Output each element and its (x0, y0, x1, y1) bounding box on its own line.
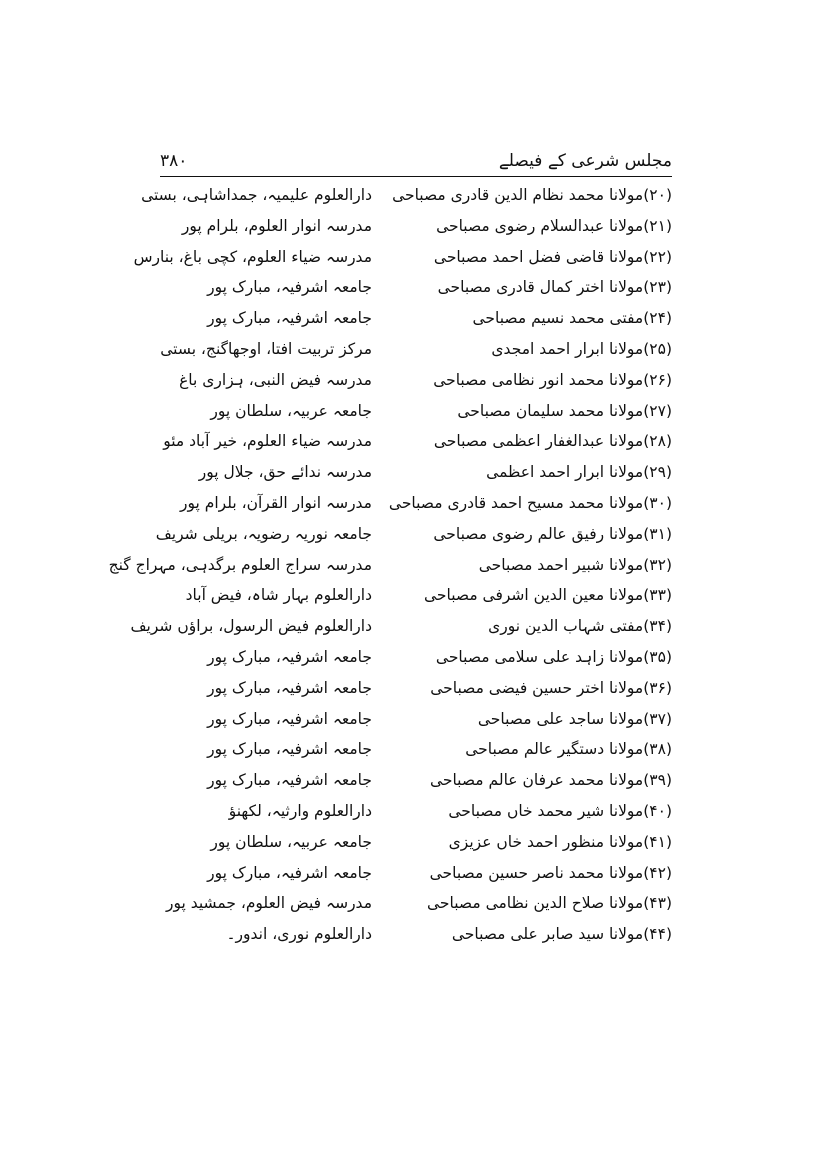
list-item (160, 765, 672, 796)
header-rule (160, 176, 672, 177)
scholar-name: (۳۹)مولانا محمد عرفان عالم مصباحی (429, 771, 672, 790)
list-item (160, 858, 672, 889)
scholar-name: (۲۹)مولانا ابرار احمد اعظمی (486, 463, 672, 482)
institution-name: جامعہ اشرفیہ، مبارک پور (207, 740, 372, 759)
scholar-name: (۳۸)مولانا دستگیر عالم مصباحی (465, 740, 672, 759)
institution-name: جامعہ اشرفیہ، مبارک پور (207, 678, 372, 697)
scholar-name: (۲۵)مولانا ابرار احمد امجدی (491, 339, 672, 358)
institution-name: مدرسہ ندائے حق، جلال پور (198, 463, 372, 482)
scholar-name: (۳۲)مولانا شبیر احمد مصباحی (478, 555, 672, 574)
scholar-name: (۴۴)مولانا سید صابر علی مصباحی (451, 925, 672, 944)
scholar-name: (۳۵)مولانا زاہد علی سلامی مصباحی (435, 647, 672, 666)
list-item (160, 580, 672, 611)
institution-name: جامعہ اشرفیہ، مبارک پور (207, 647, 372, 666)
institution-name: مدرسہ فیض العلوم، جمشید پور (165, 894, 372, 913)
list-item (160, 272, 672, 303)
institution-name: جامعہ اشرفیہ، مبارک پور (207, 278, 372, 297)
list-item (160, 488, 672, 519)
list-item (160, 888, 672, 919)
list-item (160, 827, 672, 858)
scholar-name: (۲۴)مفتی محمد نسیم مصباحی (472, 309, 672, 328)
list-item (160, 426, 672, 457)
institution-name: جامعہ عربیہ، سلطان پور (210, 401, 372, 420)
scholar-name: (۲۳)مولانا اختر کمال قادری مصباحی (437, 278, 672, 297)
page-header (160, 150, 672, 176)
scholar-name: (۲۷)مولانا محمد سلیمان مصباحی (457, 401, 672, 420)
list-item (108, 550, 672, 581)
scholar-name: (۳۶)مولانا اختر حسین فیضی مصباحی (430, 678, 672, 697)
list-item (160, 796, 672, 827)
list-item (160, 704, 672, 735)
institution-name: جامعہ اشرفیہ، مبارک پور (207, 771, 372, 790)
scholar-name: (۴۱)مولانا منظور احمد خاں عزیزی (448, 832, 672, 851)
institution-name: مدرسہ فیض النبی، ہزاری باغ (179, 370, 372, 389)
list-item (160, 642, 672, 673)
institution-name: دارالعلوم علیمیہ، جمداشاہی، بستی (141, 186, 372, 204)
list-item (160, 919, 672, 950)
scholar-name: (۳۰)مولانا محمد مسیح احمد قادری مصباحی (388, 493, 672, 512)
list-item (160, 673, 672, 704)
institution-name: دارالعلوم وارثیہ، لکھنؤ (228, 801, 372, 820)
institution-name: مدرسہ انوار القرآن، بلرام پور (180, 493, 372, 512)
institution-name: دارالعلوم فیض الرسول، براؤں شریف (130, 617, 372, 636)
scholar-name: (۴۰)مولانا شیر محمد خاں مصباحی (448, 801, 672, 820)
institution-name: مدرسہ ضیاء العلوم، کچی باغ، بنارس (133, 247, 372, 266)
list-item (160, 365, 672, 396)
list-item (130, 611, 672, 642)
list-item (133, 242, 672, 273)
scholar-name: (۳۷)مولانا ساجد علی مصباحی (477, 709, 672, 728)
scholar-name: (۲۰)مولانا محمد نظام الدین قادری مصباحی (392, 186, 672, 204)
institution-name: مدرسہ انوار العلوم، بلرام پور (181, 216, 372, 235)
scholar-name: (۳۴)مفتی شہاب الدین نوری (488, 617, 672, 636)
scholar-name: (۳۳)مولانا معین الدین اشرفی مصباحی (423, 586, 672, 605)
institution-name: دارالعلوم نوری، اندور۔ (226, 925, 372, 944)
institution-name: جامعہ عربیہ، سلطان پور (210, 832, 372, 851)
scholar-name: (۲۱)مولانا عبدالسلام رضوی مصباحی (436, 216, 672, 235)
institution-name: جامعہ اشرفیہ، مبارک پور (207, 863, 372, 882)
institution-name: دارالعلوم بہار شاہ، فیض آباد (185, 586, 372, 605)
list-item (160, 734, 672, 765)
institution-name: جامعہ اشرفیہ، مبارک پور (207, 309, 372, 328)
scholar-name: (۴۲)مولانا محمد ناصر حسین مصباحی (429, 863, 672, 882)
signatory-list (108, 180, 672, 950)
list-item (160, 457, 672, 488)
scholar-name: (۴۳)مولانا صلاح الدین نظامی مصباحی (427, 894, 672, 913)
list-item (160, 334, 672, 365)
list-item (155, 519, 672, 550)
scholar-name: (۳۱)مولانا رفیق عالم رضوی مصباحی (433, 524, 672, 543)
list-item (160, 211, 672, 242)
scholar-name: (۲۶)مولانا محمد انور نظامی مصباحی (433, 370, 672, 389)
scholar-name: (۲۲)مولانا قاضی فضل احمد مصباحی (433, 247, 672, 266)
institution-name: مدرسہ ضیاء العلوم، خیر آباد مئو (163, 432, 372, 451)
list-item (160, 303, 672, 334)
institution-name: جامعہ نوریہ رضویہ، بریلی شریف (155, 524, 372, 543)
running-title: مجلس شرعی کے فیصلے (498, 151, 672, 171)
institution-name: مرکز تربیت افتا، اوجھاگنج، بستی (160, 339, 372, 358)
institution-name: مدرسہ سراج العلوم برگدہی، مہراج گنج (108, 555, 372, 574)
page-number: ۳۸۰ (160, 151, 188, 171)
scholar-name: (۲۸)مولانا عبدالغفار اعظمی مصباحی (433, 432, 672, 451)
list-item (160, 396, 672, 427)
institution-name: جامعہ اشرفیہ، مبارک پور (207, 709, 372, 728)
list-item (141, 180, 672, 211)
